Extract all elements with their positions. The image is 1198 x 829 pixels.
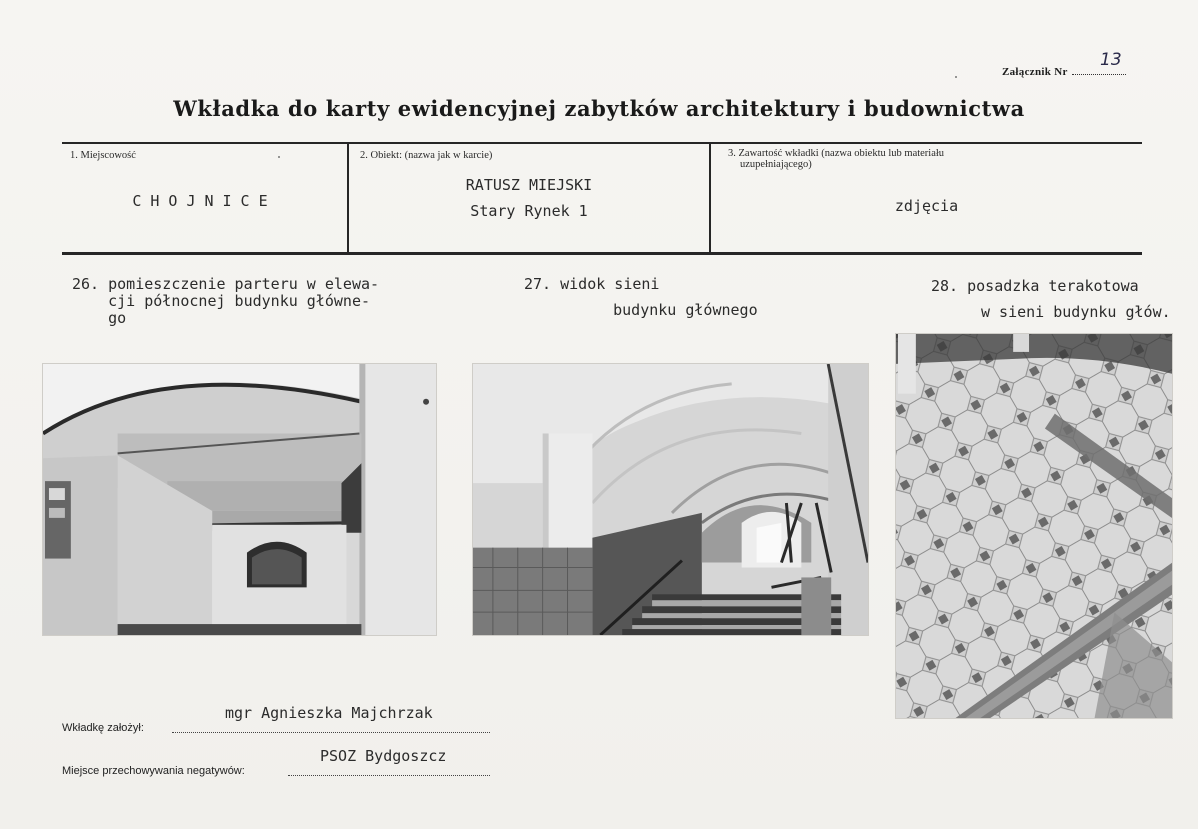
info-box-top-rule <box>62 142 1142 144</box>
photo-28-caption-line2: w sieni budynku głów. <box>981 303 1171 321</box>
photo-26-caption <box>72 276 379 327</box>
vestibule-photo <box>472 363 869 636</box>
ground-floor-room-photo <box>42 363 437 636</box>
annex-number: 13 <box>1100 50 1122 70</box>
contents-label-line2: uzupełniającego) <box>740 159 812 170</box>
photo-27-caption-line2: budynku głównego <box>577 301 758 319</box>
photo-27-caption-line1: 27. widok sieni <box>524 275 660 293</box>
contents-label-line1: 3. Zawartość wkładki (nazwa obiektu lub materiału <box>728 148 945 159</box>
object-label: 2. Obiekt: (nazwa jak w karcie) <box>360 150 493 161</box>
object-value-line1: RATUSZ MIEJSKI <box>465 176 593 194</box>
storage-label: Miejsce przechowywania negatywów: <box>62 765 245 777</box>
author-value: mgr Agnieszka Majchrzak <box>225 704 433 722</box>
annex-dotted-line <box>1072 74 1126 75</box>
photo-26-caption-line3: go <box>72 309 127 327</box>
locality-value: CHOJNICE <box>132 192 277 210</box>
photo-26-caption-line1: 26. pomieszczenie parteru w elewa- <box>72 275 380 293</box>
annex-label: Załącznik Nr <box>1002 66 1068 78</box>
paper-speck <box>278 156 280 158</box>
paper-speck <box>955 76 957 78</box>
contents-value: zdjęcia <box>894 197 959 215</box>
page-title: Wkładka do karty ewidencyjnej zabytków architektury i budownictwa <box>173 96 1025 121</box>
storage-value: PSOZ Bydgoszcz <box>320 747 447 765</box>
photo-28-caption-line1: 28. posadzka terakotowa <box>931 277 1139 295</box>
author-dotted-line <box>172 732 490 733</box>
info-box-divider-1 <box>347 142 349 252</box>
annex-label-row <box>1002 66 1126 78</box>
locality-label: 1. Miejscowość <box>70 150 136 161</box>
terracotta-floor-photo <box>895 333 1173 719</box>
object-value-line2: Stary Rynek 1 <box>470 202 588 220</box>
photo-26-caption-line2: cji północnej budynku główne- <box>72 292 371 310</box>
author-label: Wkładkę założył: <box>62 722 144 734</box>
info-box-bottom-rule <box>62 252 1142 255</box>
storage-dotted-line <box>288 775 490 776</box>
